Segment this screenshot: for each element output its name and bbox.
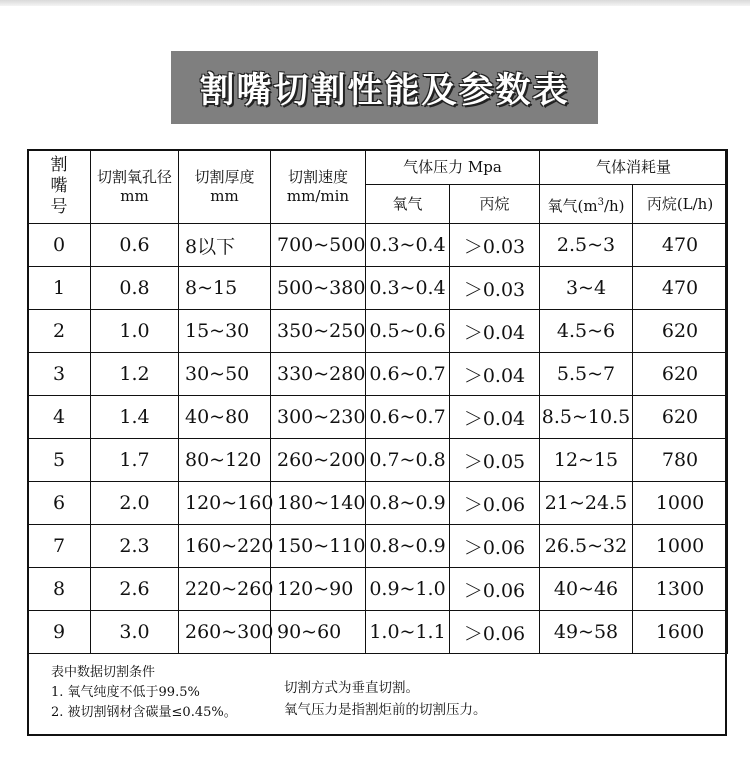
cell-thickness: 40~80 [179, 396, 271, 439]
cell-consumption-propane: 1600 [633, 611, 728, 654]
cell-pressure-propane: ＞0.04 [450, 353, 540, 396]
cell-pressure-oxygen: 0.3~0.4 [366, 224, 450, 267]
cell-orifice: 2.3 [91, 525, 179, 568]
cell-pressure-propane: ＞0.04 [450, 310, 540, 353]
cell-pressure-propane: ＞0.05 [450, 439, 540, 482]
cell-consumption-oxygen: 5.5~7 [540, 353, 633, 396]
cell-pressure-propane: ＞0.06 [450, 611, 540, 654]
table-row [28, 310, 728, 353]
cell-thickness: 80~120 [179, 439, 271, 482]
table-row [28, 568, 728, 611]
header-pressure-propane: 丙烷 [450, 185, 540, 224]
notes-right [284, 677, 487, 721]
cell-nozzle: 9 [28, 611, 91, 654]
consumption-oxygen-unit: /h) [603, 196, 625, 215]
table-row [28, 482, 728, 525]
cell-pressure-propane: ＞0.03 [450, 267, 540, 310]
cell-speed: 180~140 [271, 482, 366, 525]
cell-consumption-oxygen: 40~46 [540, 568, 633, 611]
cell-thickness: 120~160 [179, 482, 271, 525]
cell-consumption-oxygen: 2.5~3 [540, 224, 633, 267]
cell-nozzle: 1 [28, 267, 91, 310]
table-row [28, 353, 728, 396]
cell-consumption-propane: 620 [633, 353, 728, 396]
table-row [28, 224, 728, 267]
cell-nozzle: 3 [28, 353, 91, 396]
consumption-oxygen-text: 氧气(m [547, 196, 598, 215]
cell-thickness: 160~220 [179, 525, 271, 568]
cell-thickness: 30~50 [179, 353, 271, 396]
cell-pressure-propane: ＞0.06 [450, 525, 540, 568]
cell-consumption-oxygen: 21~24.5 [540, 482, 633, 525]
cell-orifice: 1.7 [91, 439, 179, 482]
header-thickness-label: 切割厚度 [194, 167, 255, 186]
header-consumption-oxygen [540, 185, 633, 224]
consumption-oxygen-sup: 3 [597, 196, 604, 208]
cell-thickness: 15~30 [179, 310, 271, 353]
cell-pressure-oxygen: 0.7~0.8 [366, 439, 450, 482]
cell-pressure-propane: ＞0.04 [450, 396, 540, 439]
header-pressure-oxygen: 氧气 [366, 185, 450, 224]
header-orifice-label: 切割氧孔径 [96, 167, 172, 186]
cell-consumption-oxygen: 49~58 [540, 611, 633, 654]
cell-consumption-propane: 1300 [633, 568, 728, 611]
cell-pressure-oxygen: 0.8~0.9 [366, 482, 450, 525]
notes-right-2: 氧气压力是指割炬前的切割压力。 [284, 702, 487, 718]
page-title: 割嘴切割性能及参数表 [199, 70, 570, 111]
cell-speed: 700~500 [271, 224, 366, 267]
top-rule [0, 0, 750, 6]
table-row [28, 525, 728, 568]
header-pressure-group: 气体压力 Mpa [366, 150, 540, 185]
notes-item-1: 1. 氧气纯度不低于99.5% [51, 685, 200, 700]
cell-nozzle: 6 [28, 482, 91, 525]
cell-thickness: 220~260 [179, 568, 271, 611]
cell-pressure-propane: ＞0.06 [450, 482, 540, 525]
cell-consumption-propane: 470 [633, 224, 728, 267]
cell-speed: 350~250 [271, 310, 366, 353]
cell-speed: 260~200 [271, 439, 366, 482]
cell-pressure-oxygen: 0.6~0.7 [366, 396, 450, 439]
cell-pressure-oxygen: 0.9~1.0 [366, 568, 450, 611]
table-row [28, 439, 728, 482]
cell-orifice: 0.6 [91, 224, 179, 267]
cell-orifice: 1.2 [91, 353, 179, 396]
notes-left [51, 663, 237, 723]
cell-speed: 330~280 [271, 353, 366, 396]
header-thickness [179, 150, 271, 224]
cell-consumption-propane: 1000 [633, 482, 728, 525]
cell-speed: 500~380 [271, 267, 366, 310]
cell-consumption-oxygen: 8.5~10.5 [540, 396, 633, 439]
cell-nozzle: 5 [28, 439, 91, 482]
cell-thickness: 8~15 [179, 267, 271, 310]
header-speed [271, 150, 366, 224]
cell-orifice: 0.8 [91, 267, 179, 310]
notes-heading: 表中数据切割条件 [51, 665, 156, 680]
header-thickness-unit: mm [210, 186, 239, 205]
cell-consumption-propane: 620 [633, 310, 728, 353]
header-consumption-propane: 丙烷(L/h) [633, 185, 728, 224]
header-consumption-group: 气体消耗量 [540, 150, 728, 185]
cell-orifice: 1.4 [91, 396, 179, 439]
cell-consumption-propane: 1000 [633, 525, 728, 568]
cell-nozzle: 0 [28, 224, 91, 267]
cell-consumption-oxygen: 4.5~6 [540, 310, 633, 353]
spec-table [27, 149, 728, 654]
cell-consumption-propane: 470 [633, 267, 728, 310]
cell-consumption-propane: 780 [633, 439, 728, 482]
cell-consumption-oxygen: 26.5~32 [540, 525, 633, 568]
header-speed-unit: mm/min [286, 186, 350, 205]
notes-item-2: 2. 被切割钢材含碳量≤0.45%。 [51, 705, 237, 720]
cell-speed: 300~230 [271, 396, 366, 439]
cell-pressure-propane: ＞0.03 [450, 224, 540, 267]
cell-orifice: 3.0 [91, 611, 179, 654]
header-speed-label: 切割速度 [287, 167, 348, 186]
cell-nozzle: 2 [28, 310, 91, 353]
cell-orifice: 2.6 [91, 568, 179, 611]
header-row-1 [28, 150, 728, 185]
notes-right-1: 切割方式为垂直切割。 [284, 680, 419, 696]
cell-speed: 90~60 [271, 611, 366, 654]
title-banner [171, 51, 598, 124]
cell-consumption-propane: 620 [633, 396, 728, 439]
cell-pressure-oxygen: 1.0~1.1 [366, 611, 450, 654]
table-row [28, 611, 728, 654]
notes-block [27, 659, 727, 736]
header-nozzle-label: 割嘴号 [50, 155, 68, 217]
cell-speed: 150~110 [271, 525, 366, 568]
cell-nozzle: 4 [28, 396, 91, 439]
header-orifice-unit: mm [120, 186, 149, 205]
cell-speed: 120~90 [271, 568, 366, 611]
cell-nozzle: 7 [28, 525, 91, 568]
cell-consumption-oxygen: 12~15 [540, 439, 633, 482]
header-orifice [91, 150, 179, 224]
cell-pressure-oxygen: 0.3~0.4 [366, 267, 450, 310]
cell-thickness: 260~300 [179, 611, 271, 654]
header-nozzle [28, 150, 91, 224]
cell-pressure-oxygen: 0.6~0.7 [366, 353, 450, 396]
cell-orifice: 2.0 [91, 482, 179, 525]
cell-nozzle: 8 [28, 568, 91, 611]
cell-orifice: 1.0 [91, 310, 179, 353]
cell-pressure-oxygen: 0.8~0.9 [366, 525, 450, 568]
cell-thickness: 8以下 [179, 224, 271, 267]
cell-consumption-oxygen: 3~4 [540, 267, 633, 310]
cell-pressure-propane: ＞0.06 [450, 568, 540, 611]
table-row [28, 267, 728, 310]
cell-pressure-oxygen: 0.5~0.6 [366, 310, 450, 353]
table-row [28, 396, 728, 439]
